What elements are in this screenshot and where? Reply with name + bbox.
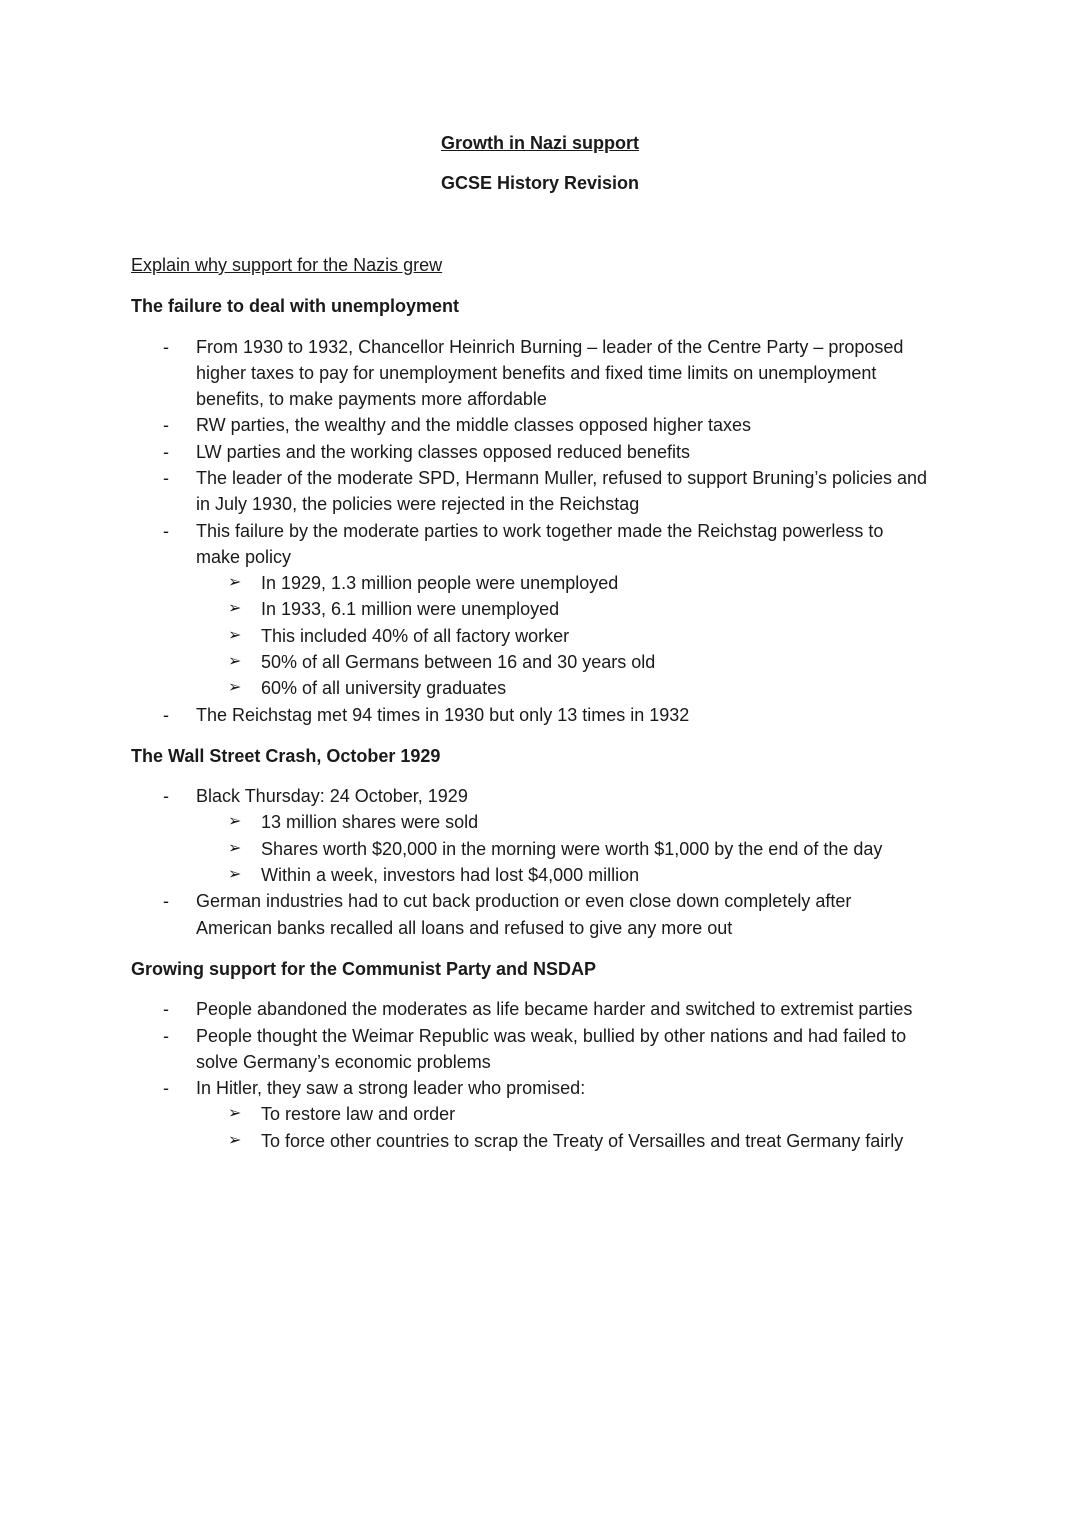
list-item: Black Thursday: 24 October, 1929: [196, 786, 468, 806]
list-item: In Hitler, they saw a strong leader who promised:: [196, 1078, 586, 1098]
document-title: Growth in Nazi support: [441, 133, 639, 153]
sub-list-item: 13 million shares were sold: [261, 812, 479, 832]
section-heading-unemployment: The failure to deal with unemployment: [131, 296, 460, 316]
arrow-bullet-icon: ➢: [228, 600, 242, 617]
bullet-dash: -: [163, 999, 169, 1019]
list-item: RW parties, the wealthy and the middle classes opposed higher taxes: [196, 415, 751, 435]
list-item-continuation: make policy: [196, 547, 292, 567]
sub-list-item: In 1929, 1.3 million people were unemployed: [261, 573, 619, 593]
list-item: German industries had to cut back production or even close down completely after: [196, 891, 852, 911]
sub-list-item: In 1933, 6.1 million were unemployed: [261, 599, 560, 619]
arrow-bullet-icon: ➢: [228, 813, 242, 830]
list-item-continuation: higher taxes to pay for unemployment benefits and fixed time limits on unemployment: [196, 363, 877, 383]
list-item-continuation: benefits, to make payments more affordable: [196, 389, 547, 409]
arrow-bullet-icon: ➢: [228, 866, 242, 883]
bullet-dash: -: [163, 1026, 169, 1046]
bullet-dash: -: [163, 705, 169, 725]
arrow-bullet-icon: ➢: [228, 1132, 242, 1149]
bullet-dash: -: [163, 442, 169, 462]
section-heading-growing-support: Growing support for the Communist Party and NSDAP: [131, 959, 597, 979]
bullet-dash: -: [163, 468, 169, 488]
question-heading: Explain why support for the Nazis grew: [131, 255, 443, 275]
list-item-continuation: American banks recalled all loans and refused to give any more out: [196, 918, 733, 938]
bullet-dash: -: [163, 337, 169, 357]
bullet-dash: -: [163, 786, 169, 806]
arrow-bullet-icon: ➢: [228, 653, 242, 670]
list-item: This failure by the moderate parties to work together made the Reichstag powerless to: [196, 521, 884, 541]
bullet-dash: -: [163, 1078, 169, 1098]
list-item: The Reichstag met 94 times in 1930 but only 13 times in 1932: [196, 705, 690, 725]
list-item: LW parties and the working classes opposed reduced benefits: [196, 442, 690, 462]
sub-list-item: This included 40% of all factory worker: [261, 626, 570, 646]
sub-list-item: Within a week, investors had lost $4,000 million: [261, 865, 640, 885]
sub-list-item: Shares worth $20,000 in the morning were worth $1,000 by the end of the day: [261, 839, 883, 859]
bullet-dash: -: [163, 415, 169, 435]
list-item: From 1930 to 1932, Chancellor Heinrich Burning – leader of the Centre Party – proposed: [196, 337, 904, 357]
list-item: People thought the Weimar Republic was weak, bullied by other nations and had failed to: [196, 1026, 907, 1046]
list-item: The leader of the moderate SPD, Hermann Muller, refused to support Bruning’s policies and: [196, 468, 928, 488]
bullet-dash: -: [163, 891, 169, 911]
section-heading-wall-street-crash: The Wall Street Crash, October 1929: [131, 746, 441, 766]
bullet-dash: -: [163, 521, 169, 541]
document-subtitle: GCSE History Revision: [440, 173, 640, 193]
sub-list-item: To force other countries to scrap the Treaty of Versailles and treat Germany fairly: [261, 1131, 904, 1151]
arrow-bullet-icon: ➢: [228, 1105, 242, 1122]
list-item-continuation: solve Germany’s economic problems: [196, 1052, 491, 1072]
sub-list-item: 50% of all Germans between 16 and 30 years old: [261, 652, 656, 672]
arrow-bullet-icon: ➢: [228, 840, 242, 857]
list-item: People abandoned the moderates as life became harder and switched to extremist parties: [196, 999, 913, 1019]
arrow-bullet-icon: ➢: [228, 627, 242, 644]
list-item-continuation: in July 1930, the policies were rejected in the Reichstag: [196, 494, 640, 514]
sub-list-item: 60% of all university graduates: [261, 678, 507, 698]
arrow-bullet-icon: ➢: [228, 574, 242, 591]
sub-list-item: To restore law and order: [261, 1104, 456, 1124]
arrow-bullet-icon: ➢: [228, 679, 242, 696]
